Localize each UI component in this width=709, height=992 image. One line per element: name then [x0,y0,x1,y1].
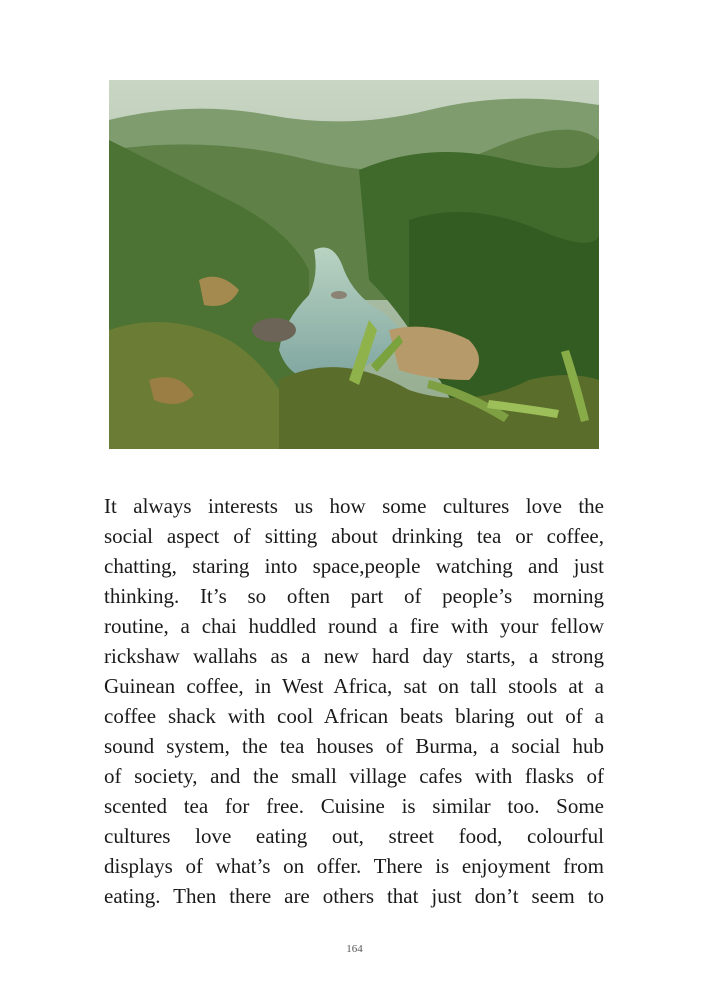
body-line: scented tea for free. Cuisine is similar too. Some [104,794,604,818]
body-line: routine, a chai huddled round a fire with your fellow [104,614,604,638]
body-line: of society, and the small village cafes with flasks of [104,764,604,788]
body-line: Guinean coffee, in West Africa, sat on tall stools at a [104,674,604,698]
body-line: cultures love eating out, street food, colourful [104,824,604,848]
body-line: chatting, staring into space,people watching and just [104,554,604,578]
body-line: It always interests us how some cultures love the [104,494,604,518]
page-number: 164 [346,943,363,955]
body-line: social aspect of sitting about drinking tea or coffee, [104,524,604,548]
jungle-river-photo [109,80,599,449]
body-paragraph [104,491,604,911]
body-line: eating. Then there are others that just don’t seem to [104,884,604,908]
body-line: thinking. It’s so often part of people’s morning [104,584,604,608]
body-line: displays of what’s on offer. There is enjoyment from [104,854,604,878]
body-line: coffee shack with cool African beats blaring out of a [104,704,604,728]
body-line: sound system, the tea houses of Burma, a social hub [104,734,604,758]
body-line: rickshaw wallahs as a new hard day starts, a strong [104,644,604,668]
